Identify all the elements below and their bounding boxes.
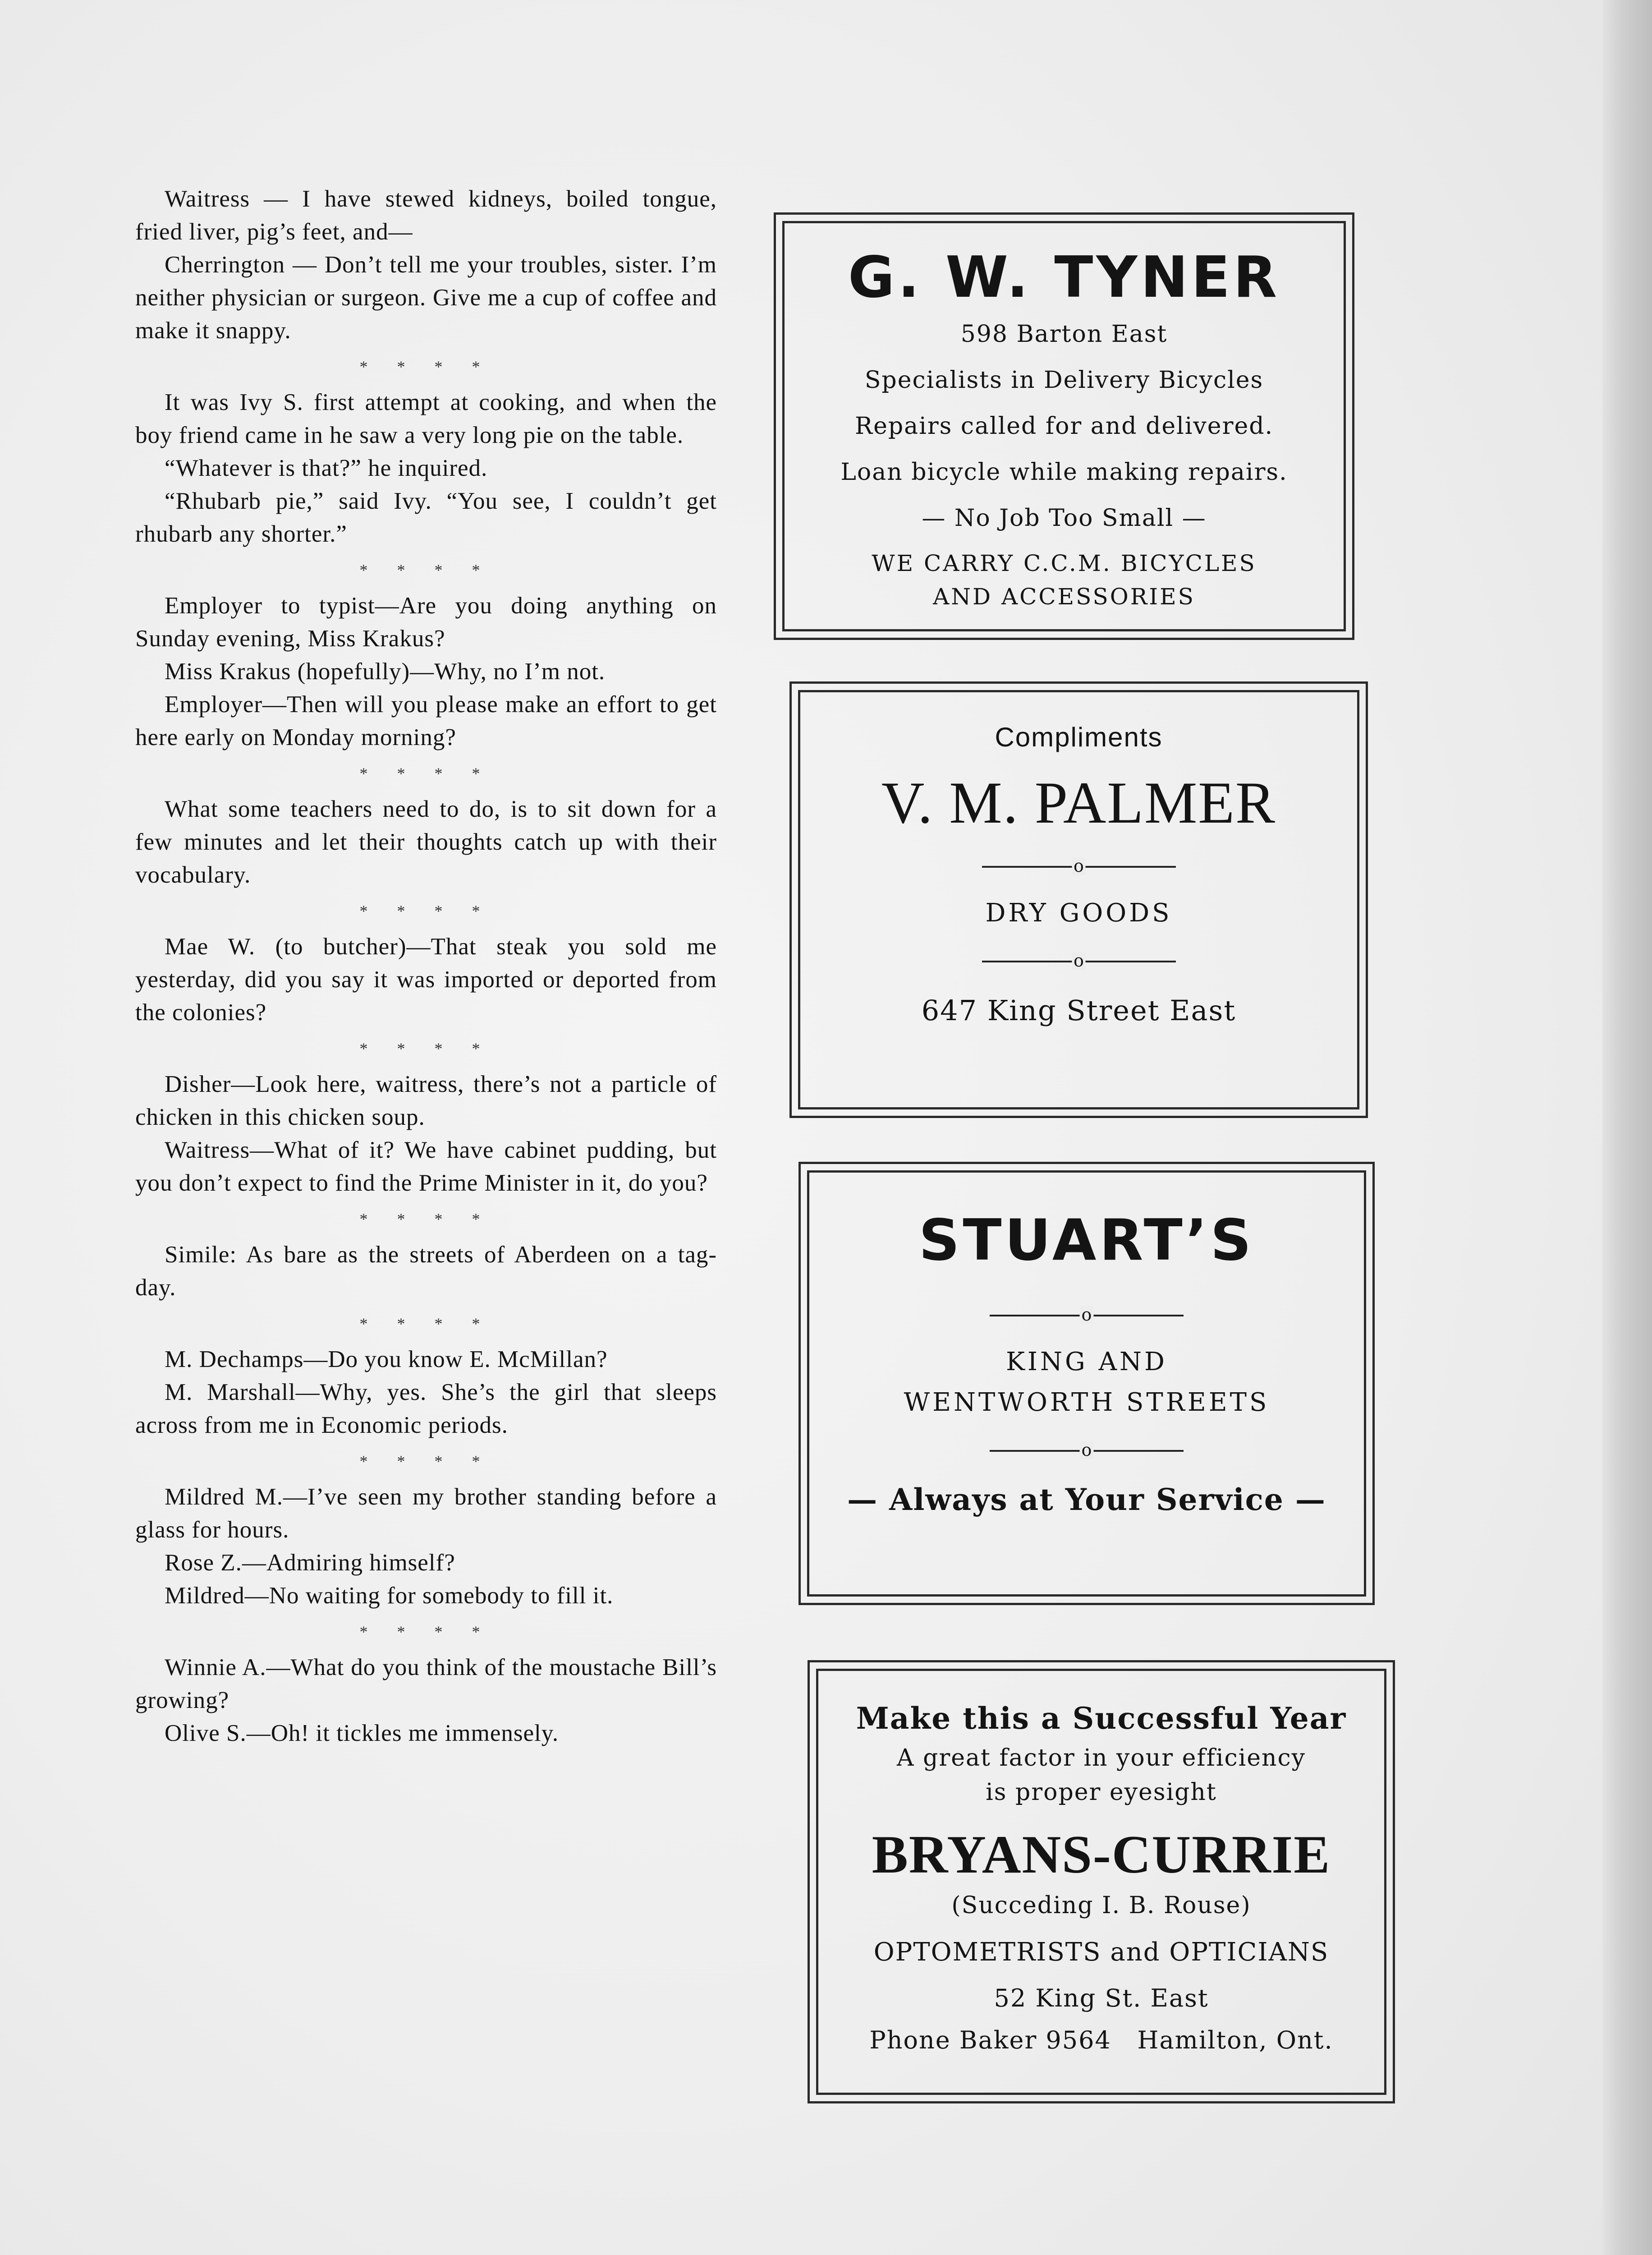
joke-line: Mildred M.—I’ve seen my brother standing before a glass for hours.	[135, 1484, 717, 1543]
rule-mark: o	[1072, 952, 1086, 970]
joke-line: Mae W. (to butcher)—That steak you sold me yesterday, did you say it was imported or deported from the colonies?	[135, 934, 717, 1026]
ad-tyner	[782, 221, 1346, 631]
ad-bryans-subline: A great factor in your efficiency	[896, 1744, 1306, 1772]
joke-line: It was Ivy S. first attempt at cooking, and when the boy friend came in he saw a very long pie on the table.	[135, 389, 717, 448]
separator: * * * *	[359, 358, 493, 376]
ad-palmer-goods: DRY GOODS	[985, 898, 1172, 928]
ad-bryans-subline: is proper eyesight	[986, 1779, 1217, 1806]
separator: * * * *	[359, 561, 493, 579]
joke-line: Winnie A.—What do you think of the moustache Bill’s growing?	[135, 1654, 717, 1713]
page-edge	[1602, 0, 1652, 2255]
joke-line: Waitress — I have stewed kidneys, boiled tongue, fried liver, pig’s feet, and—	[135, 186, 717, 245]
separator: * * * *	[359, 764, 493, 782]
rule-mark: o	[1080, 1441, 1094, 1459]
ad-stuart-slogan: — Always at Your Service —	[847, 1482, 1326, 1517]
joke-2	[135, 386, 717, 551]
separator: * * * *	[359, 1040, 493, 1058]
ad-palmer-name: V. M. PALMER	[881, 769, 1276, 836]
separator: * * * *	[359, 902, 493, 920]
joke-line: Miss Krakus (hopefully)—Why, no I’m not.	[165, 658, 606, 685]
ad-bryans-succeeding: (Succeding I. B. Rouse)	[951, 1892, 1251, 1919]
ad-stuart-location: KING AND	[1006, 1347, 1167, 1376]
ad-tyner-address: 598 Barton East	[960, 321, 1168, 348]
ad-bryans-name: BRYANS-CURRIE	[872, 1824, 1331, 1884]
separator: * * * *	[359, 1452, 493, 1470]
joke-line: Disher—Look here, waitress, there’s not a particle of chicken in this chicken soup.	[135, 1071, 717, 1130]
joke-5	[135, 930, 717, 1029]
joke-line: Olive S.—Oh! it tickles me immensely.	[165, 1720, 559, 1746]
separator: * * * *	[359, 1315, 493, 1333]
ad-bryans	[816, 1669, 1386, 2095]
ad-tyner-line: Specialists in Delivery Bicycles	[864, 367, 1264, 394]
joke-8	[135, 1343, 717, 1442]
ad-tyner-line: Loan bicycle while making repairs.	[840, 459, 1288, 486]
ad-stuart-rule	[990, 1441, 1184, 1459]
joke-line: Cherrington — Don’t tell me your troubles, sister. I’m neither physician or surgeon. Give me a cup of coffee and make it snappy.	[135, 252, 717, 344]
ad-palmer	[798, 690, 1359, 1109]
joke-line: M. Dechamps—Do you know E. McMillan?	[165, 1346, 608, 1372]
joke-10	[135, 1651, 717, 1750]
joke-line: M. Marshall—Why, yes. She’s the girl that sleeps across from me in Economic periods.	[135, 1379, 717, 1438]
joke-1	[135, 183, 717, 347]
ad-bryans-trade: OPTOMETRISTS and OPTICIANS	[873, 1937, 1329, 1967]
joke-line: “Rhubarb pie,” said Ivy. “You see, I couldn’t get rhubarb any shorter.”	[135, 488, 717, 547]
ad-bryans-contact	[818, 2021, 1384, 2059]
separator: * * * *	[359, 1210, 493, 1228]
joke-line: Employer to typist—Are you doing anything on Sunday evening, Miss Krakus?	[135, 593, 717, 652]
ad-bryans-headline: Make this a Successful Year	[856, 1701, 1347, 1736]
rule-mark: o	[1080, 1306, 1094, 1324]
ad-palmer-rule	[982, 857, 1176, 875]
ad-stuart-rule	[990, 1306, 1184, 1324]
joke-line: Waitress—What of it? We have cabinet pudding, but you don’t expect to find the Prime Minister in it, do you?	[135, 1137, 717, 1196]
joke-line: “Whatever is that?” he inquired.	[165, 455, 488, 481]
ad-tyner-carry: AND ACCESSORIES	[933, 584, 1195, 610]
ad-stuart-location: WENTWORTH STREETS	[904, 1388, 1270, 1417]
joke-7	[135, 1238, 717, 1304]
jokes-column	[135, 183, 717, 2145]
ad-tyner-line: Repairs called for and delivered.	[854, 413, 1274, 440]
ad-bryans-address: 52 King St. East	[994, 1984, 1209, 2012]
joke-line: Simile: As bare as the streets of Aberdeen on a tag-day.	[135, 1242, 717, 1301]
ad-tyner-line: — No Job Too Small —	[922, 505, 1207, 532]
joke-9	[135, 1481, 717, 1612]
joke-6	[135, 1068, 717, 1200]
ad-palmer-address: 647 King Street East	[921, 994, 1236, 1027]
joke-line: Rose Z.—Admiring himself?	[165, 1550, 455, 1576]
ad-tyner-name: G. W. TYNER	[848, 244, 1280, 310]
ad-palmer-compliments: Compliments	[995, 722, 1163, 752]
ad-bryans-city: Hamilton, Ont.	[1137, 2026, 1333, 2054]
ad-stuart-name: STUART’S	[918, 1207, 1255, 1273]
ad-stuart	[807, 1170, 1366, 1597]
joke-line: What some teachers need to do, is to sit down for a few minutes and let their thoughts catch up with their vocabulary.	[135, 796, 717, 888]
joke-line: Mildred—No waiting for somebody to fill it.	[165, 1583, 614, 1609]
ad-palmer-rule	[982, 952, 1176, 970]
rule-mark: o	[1072, 857, 1086, 875]
joke-line: Employer—Then will you please make an effort to get here early on Monday morning?	[135, 691, 717, 750]
joke-3	[135, 589, 717, 754]
ad-bryans-phone: Phone Baker 9564	[869, 2026, 1111, 2054]
separator: * * * *	[359, 1623, 493, 1641]
joke-4	[135, 793, 717, 892]
ad-tyner-carry: WE CARRY C.C.M. BICYCLES	[872, 550, 1257, 576]
